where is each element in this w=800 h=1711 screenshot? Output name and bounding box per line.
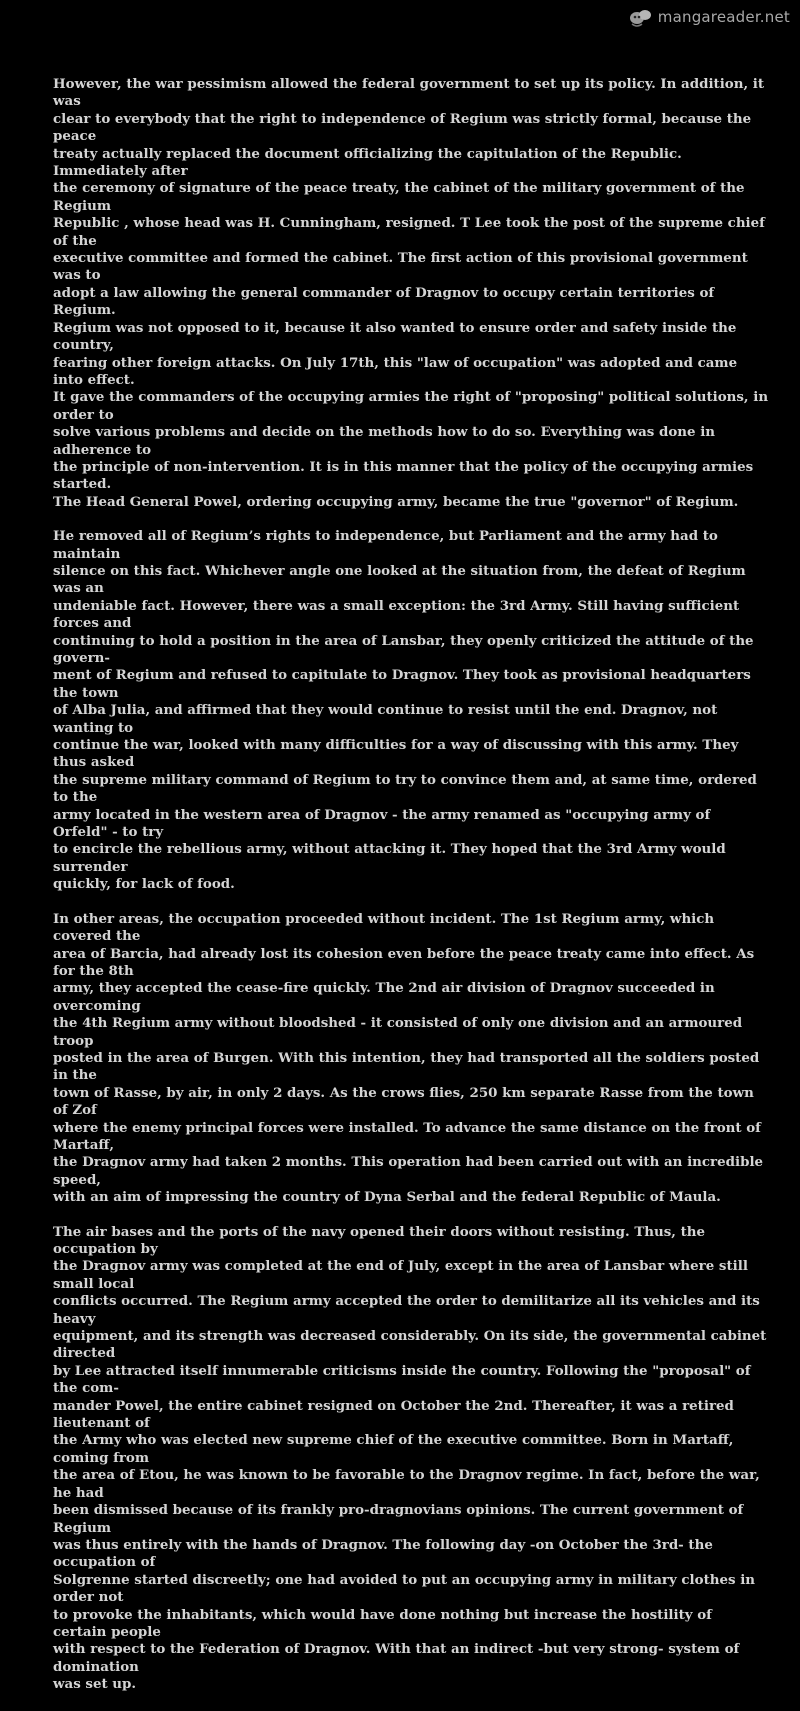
paragraph-4: The air bases and the ports of the navy opened their doors without resisting. Thus, the occupation by the Dragnov army was completed at the end of July, except in the area of Lansbar where still small local conflicts occurred. The Regium army accepted the order to demilitarize all its vehicles and its heavy equipment, and its strength was decreased considerably. On its side, the governmental cabinet directed by Lee attracted itself innumerable criticisms inside the country. Following the "proposal" of the com- mander Powel, the entire cabinet resigned on October the 2nd. Thereafter, it was a retired lieutenant of the Army who was elected new supreme chief of the executive committee. Born in Martaff, coming from the area of Etou, he was known to be favorable to the Dragnov regime. In fact, before the war, he had been dismissed because of its frankly pro-dragnovians opinions. The current government of Regium was thus entirely with the hands of Dragnov. The following day -on October the 3rd- the occupation of Solgrenne started discreetly; one had avoided to put an occupying army in military clothes in order not to provoke the inhabitants, which would have done nothing but increase the hostility of certain people with respect to the Federation of Dragnov. With that an indirect -but very strong- system of domination was set up. <box>53 1223 767 1693</box>
watermark <box>628 6 790 28</box>
watermark-site-name: mangareader.net <box>657 8 790 26</box>
document-body <box>53 76 769 1711</box>
paragraph-2: He removed all of Regium’s rights to independence, but Parliament and the army had to maintain silence on this fact. Whichever angle one looked at the situation from, the defeat of Regium was an undeniable fact. However, there was a small exception: the 3rd Army. Still having sufficient forces and continuing to hold a position in the area of Lansbar, they openly criticized the attitude of the govern- ment of Regium and refused to capitulate to Dragnov. They took as provisional headquarters the town of Alba Julia, and affirmed that they would continue to resist until the end. Dragnov, not wanting to continue the war, looked with many difficulties for a way of discussing with this army. They thus asked the supreme military command of Regium to try to convince them and, at same time, ordered to the army located in the western area of Dragnov - the army renamed as "occupying army of Orfeld" - to try to encircle the rebellious army, without attacking it. They hoped that the 3rd Army would surrender quickly, for lack of food. <box>53 528 757 893</box>
paragraph-3: In other areas, the occupation proceeded without incident. The 1st Regium army, which covered the area of Barcia, had already lost its cohesion even before the peace treaty came into effect. As for the 8th army, they accepted the cease-fire quickly. The 2nd air division of Dragnov succeeded in overcoming the 4th Regium army without bloodshed - it consisted of only one division and an armoured troop posted in the area of Burgen. With this intention, they had transported all the soldiers posted in the town of Rasse, by air, in only 2 days. As the crows flies, 250 km separate Rasse from the town of Zof where the enemy principal forces were installed. To advance the same distance on the front of Martaff, the Dragnov army had taken 2 months. This operation had been carried out with an incredible speed, with an aim of impressing the country of Dyna Serbal and the federal Republic of Maula. <box>53 910 764 1206</box>
mangareader-logo-icon <box>628 6 654 28</box>
paragraph-1: However, the war pessimism allowed the federal government to set up its policy. In addition, it was clear to everybody that the right to independence of Regium was strictly formal, because the peace treaty actually replaced the document officializing the capitulation of the Republic. Immediately after the ceremony of signature of the peace treaty, the cabinet of the military government of the Regium Republic , whose head was H. Cunningham, resigned. T Lee took the post of the supreme chief of the executive committee and formed the cabinet. The first action of this provisional government was to adopt a law allowing the general commander of Dragnov to occupy certain territories of Regium. Regium was not opposed to it, because it also wanted to ensure order and safety inside the country, fearing other foreign attacks. On July 17th, this "law of occupation" was adopted and came into effect. It gave the commanders of the occupying armies the right of "proposing" political solutions, in order to solve various problems and decide on the methods how to do so. Everything was done in adherence to the principle of non-intervention. It is in this manner that the policy of the occupying armies started. The Head General Powel, ordering occupying army, became the true "governor" of Regium. <box>53 76 769 510</box>
